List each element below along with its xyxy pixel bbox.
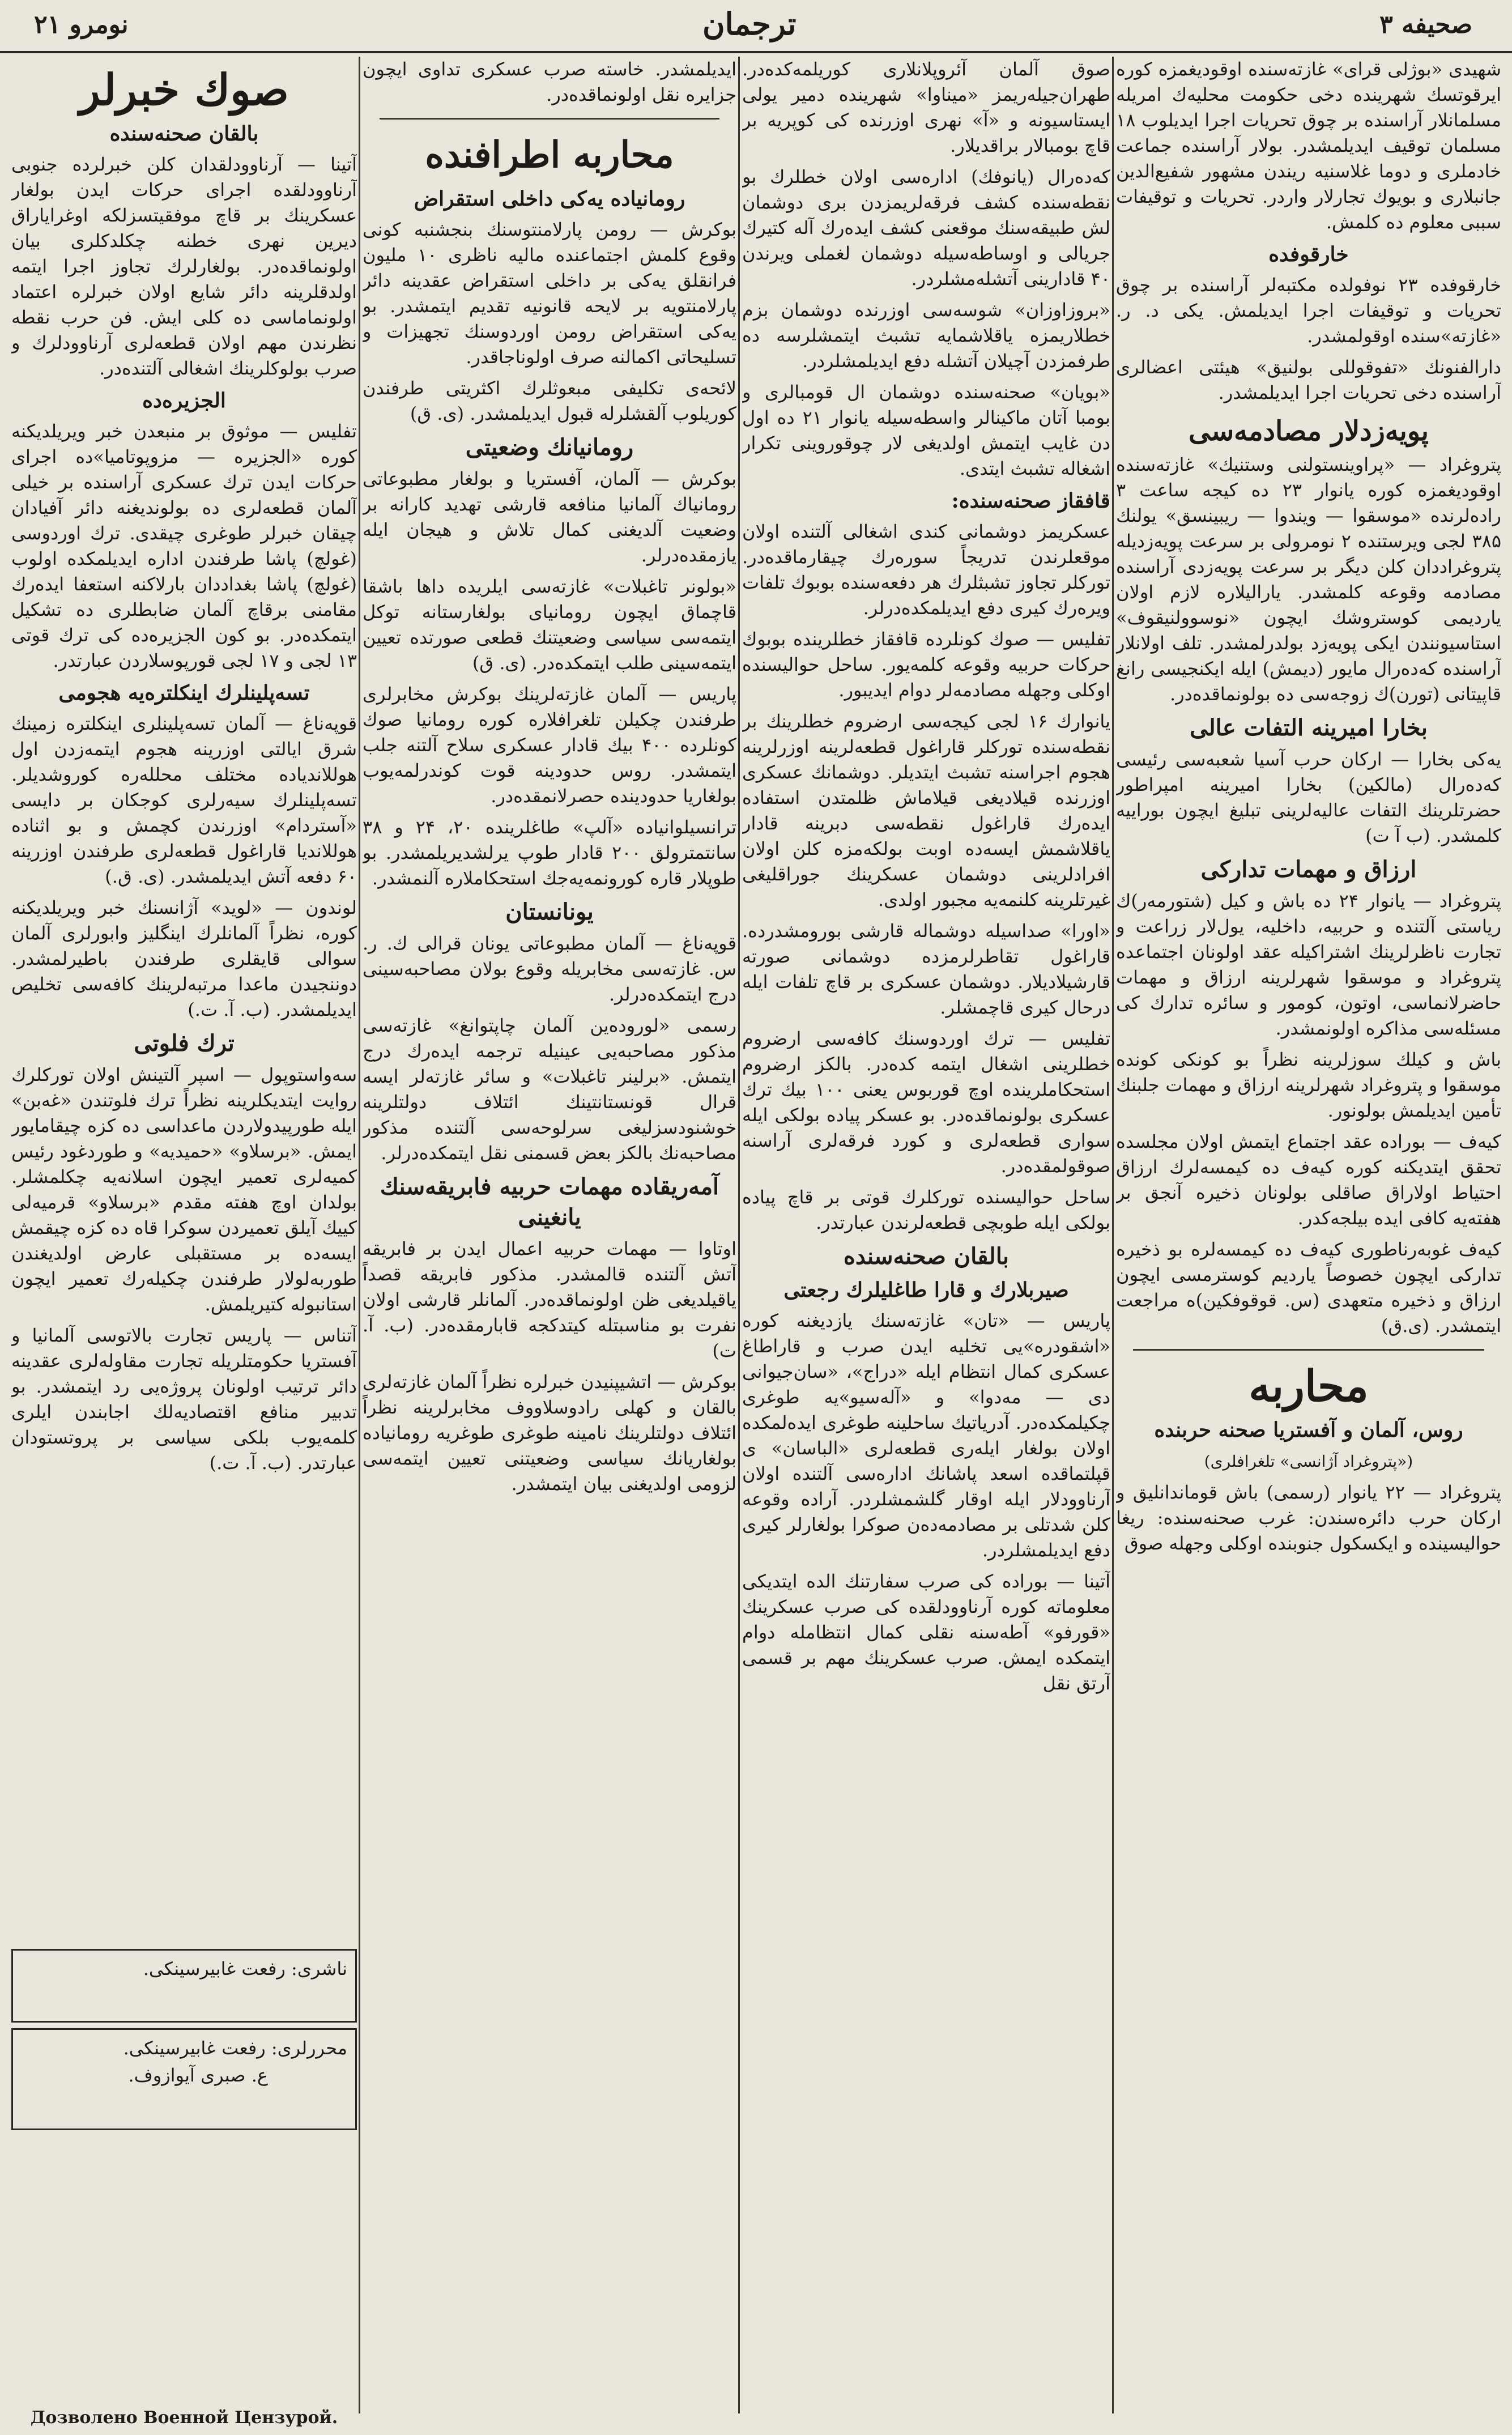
article-paragraph: آتینا — آرناوودلقدان كلن خبرلرده جنوبی آرناوودلقده اجرای حركات ایدن بولغار عسكرینك بر قاچ موفقیتسزلكه اوغرایاراق دیرین نهری خطنه چكلدكلری بیان اولونماقده‌در. بولغارلرك تجاوز اجرا ایتمه اولدقلرینه دائر شایع اولان خبرلره اعتماد اولونماماسی ده كلی ایش. فن حرب نقطه نظرندن مهم اولان قطعه‌لری آرناوودلرك و صرب بولوكلرینك اشغالی آلتنده‌در.	[11, 154, 357, 379]
column-1	[11, 57, 357, 1943]
article-paragraph: خارقوفده ۲۳ نوفولده مكتبه‌لر آراسنده بر چوق تحریات و توقیفات اجرا ایدیلمش. یكی د. ر. «غازته»سنده اوقولمشدر.	[1116, 274, 1501, 347]
column-rule	[738, 57, 740, 2413]
article-paragraph: پتروغراد — ۲۲ یانوار (رسمی) باش قوماندانلیق و ارکان حرب دائره‌سندن: غرب صحنه‌سنده: ریغا حوالیسینده و ایكسكول جنوبنده اوكلی وجهله صوق	[1116, 1482, 1501, 1554]
publisher-label: ناشری:	[291, 1958, 347, 1979]
article-paragraph: دارالفنونك «تفوقوللی بولنیق» هیئتی اعضالری آراسنده دخی تحریات اجرا ایدیلمشدر.	[1116, 356, 1501, 403]
section-heading: الجزیره‌ده	[142, 389, 226, 412]
article-headline: محاربه اطرافنده	[425, 134, 674, 176]
article-paragraph: صوق آلمان آئروپلانلاری كوریلمه‌كده‌در. طهران‌جیله‌ریمز «میناوا» شهرینده دمیر یولی ایستاسیونه و «آ» نهری اوزرنده كی كوپریه بر قاچ بومبالار براقدیلار.	[742, 58, 1110, 156]
article-paragraph: «اورا» صداسیله دوشماله قارشی بورومشدرده. قاراغول تقاطرلرمزده دوشمانی صورته قارشیلادیلار. دوشمان عسكری بر قاچ تلفات ایله درحال كیری قاچمشلر.	[742, 920, 1110, 1018]
page-header	[0, 0, 1512, 53]
publisher-name: رفعت غابیرسینكی.	[143, 1958, 286, 1979]
article-headline: پویه‌زدلار مصادمه‌سی	[1188, 415, 1429, 447]
article-paragraph: «بولونر تاغبلات» غازته‌سی ایلریده داها باشقا قاچماق ایچون رومانیای بولغارستانه توكل ایتمه‌سی سیاسی وضعیتنك قطعی صورتده تعیین ایتمه‌سینی طلب ایتمكده‌در. (ی. ق)	[363, 576, 736, 674]
article-paragraph: آتناس — پاریس تجارت بالاتوسی آلمانیا و آفستریا حكومتلریله تجارت مقاوله‌لری عقدینه دائر ترتیب اولونان پروژه‌یی رد ایتمشدر. بو تدبیر منافع اقتصادیه‌لك اجابندن ایلری كلمه‌یوب بلكی سیاسی بر پروتستودان عبارتدر. (ب. آ. ت.)	[11, 1325, 357, 1474]
section-heading: بالقان صحنه‌سنده	[843, 1243, 1010, 1270]
section-heading: تسه‌پلینلرك اینكلتره‌یه هجومی	[58, 681, 310, 705]
article-paragraph: كیه‌ف — بوراده عقد اجتماع ایتمش اولان مجلسده تحقق ایتدیكنه كوره كیه‌ف ده كیمسه‌لرك ارزاق احتیاط اولاراق صاقلی بولونان ذخیره آنجق بر هفته‌یه كافی ایده بیلجه‌كدر.	[1116, 1131, 1501, 1229]
article-paragraph: باش و كیلك سوزلرینه نظراً بو كونكی كونده موسقوا و پتروغراد شهرلرینه ارزاق و مهمات جلبنك تأمین ایدیلمش بولونور.	[1116, 1049, 1501, 1121]
section-heading: بالقان صحنه‌سنده	[109, 122, 259, 146]
column-4	[1116, 57, 1501, 2413]
article-paragraph: تفلیس — موثوق بر منبعدن خبر ویریلدیكنه كوره «الجزیره — مزوپوتامیا»ده اجرای حركات ایدن ترك عسكری آراسنده بر خیلی آلمان قطعه‌لری ده بولوندیغنه دائر آفیادان چیقان خبرلر طوغری چیقدی. ترك اوردوسی (غولچ) پاشا طرفندن اداره ایدیلمكده اولوب (غولچ) پاشا بغداددان بارلاكنه استعفا ایده‌رك مقامنی برقاچ آلمان ضابطلری ده تشكیل ایتمكده‌در. بو كون الجزیره‌ده كی ترك قوتی ۱۳ لجی و ۱۷ لجی قورپوسلاردن عبارتدر.	[11, 420, 357, 671]
article-paragraph: آتینا — بوراده كی صرب سفارتنك الده ایتدیكی معلوماته كوره آرناوودلقده كی صرب عسكرینك «قورفو» آطه‌سنه نقلی كمال انتظامله دوام ایتمكده ایمش. صرب عسكرینك مهم بر قسمی آرتق نقل	[742, 1570, 1110, 1694]
article-paragraph: ترانسیلوانیاده «آلپ» طاغلرینده ۲۰، ۲۴ و ۳۸ سانتمترولق ۲۰۰ قادار طوپ یرلشدیریلمشدر. بو طوپلار قاره كورونمه‌یه‌جك استحكاملاره آلنمشدر.	[363, 816, 736, 889]
article-paragraph: قوپه‌ناغ — آلمان مطبوعاتی یونان قرالی ك. ر. س. غازته‌سی مخابریله وقوع بولان مصاحبه‌سینی درج ایتمكده‌درلر.	[363, 933, 736, 1005]
article-subheadline: روس، آلمان و آفستریا صحنه حربنده	[1154, 1418, 1463, 1442]
section-heading: ترك فلوتی	[134, 1030, 235, 1057]
column-2	[363, 57, 736, 2413]
article-paragraph: «بویان» صحنه‌سنده دوشمان ال قومبالری و بومبا آتان ماكینالر واسطه‌سیله یانوار ۲۱ ده اول دن غایب ایتمش اولدیغی لار چوقوروینی تكرار اشغاله تشبث ایتدی.	[742, 381, 1110, 479]
masthead-title: ترجمان	[702, 6, 797, 42]
article-paragraph: پاریس — «تان» غازته‌سنك یازدیغنه كوره «اشقودره»یی تخلیه ایدن صرب و قاراطاغ عسكری كمال انتظام ایله «دراج»، «سان‌جیوانی دی — مه‌دوا» و «آله‌سیو»یه طوغری چكیلمكده‌در. آدریاتیك ساحلینه طوغری ایده‌لمكده اولان بولغار ایله‌ری قطعه‌لری «الباسان» ی قپلتماقده اسعد پاشانك اداره‌سی آلتنده اولان آرناوودلار ایله اوقار گلشمشلردر. آراده وقوعه كلن شدتلی بر مصادمه‌ده‌ن صوكرا بولغارلر كیری دفع ایدیلمشلردر.	[742, 1310, 1110, 1561]
column-3	[742, 57, 1110, 2413]
article-paragraph: یانوارك ۱۶ لجی كیجه‌سی ارضروم خطلرینك بر نقطه‌سنده توركلر قاراغول قطعه‌لرینه اوزرلرینه هجوم اجراسنه تشبث ایتدیلر. دوشمانك عسكری اوزرنده قیلادیغی قیلاماش ظلمتدن استفاده ایده‌رك قاراغول نقطه‌سی دبرینه قادار یاقلاشمش ایسه‌ده اوبت بولكه‌مزه كلن اولان افرادلرینی دوشمان عسكرینك جوراقلیغی غیرتلرینه كلنمه‌یه مجبور اولدی.	[742, 710, 1110, 910]
article-subheadline: صیربلارك و قارا طاغلیلرك رجعتی	[783, 1278, 1069, 1302]
section-heading: خارقوفده	[1268, 242, 1349, 266]
publisher-box	[11, 1949, 357, 2023]
source-note: («پتروغراد آژانسی» تلغرافلری)	[1204, 1452, 1413, 1471]
article-paragraph: كه‌ده‌رال (یانوفك) اداره‌سی اولان خطلرك بو نقطه‌سنده كشف فرقه‌لریمزدن بری دوشمان لش طبیقه‌سنك موقعنی كشف ایده‌رك آله كتیرك جریالی و اوساطه‌سیله دوشمان لغملی ویرندن ۴۰ قادارینی آتشله‌مشلردر.	[742, 166, 1110, 290]
article-headline: محاربه	[1249, 1361, 1369, 1411]
article-paragraph: لائحه‌ی تكلیفی مبعوثلرك اكثریتی طرفندن كوریلوب آلقشلرله قبول ایدیلمشدر. (ی. ق)	[363, 377, 736, 424]
article-paragraph: یه‌كی بخارا — ارکان حرب آسیا شعبه‌سی رئیسی كه‌ده‌رال (مالكین) بخارا امیرینه امپراطور حضرتلرینك التفات عالیه‌لرینی تبلیغ ایچون بوراییه كلمشدر. (ب آ ت)	[1116, 748, 1501, 846]
editors-box	[11, 2028, 357, 2130]
article-paragraph: اوتاوا — مهمات حربیه اعمال ایدن بر فابریقه آتش آلتنده قالمشدر. مذكور فابریقه قصداً یاقیلدیغی ظن اولونماقده‌در. آلمانلر قارشی اولان نفرت بو مناسبتله كیتدكجه قابارمقده‌در. (ب. آ. ت)	[363, 1238, 736, 1361]
section-heading: آمه‌ریقاده مهمات حربیه فابریقه‌سنك یانغینی	[380, 1173, 719, 1231]
editors-label: محرر‌لری:	[271, 2037, 347, 2059]
article-subheadline: رومانیاده یه‌كی داخلی استقراض	[414, 187, 685, 211]
article-paragraph: پتروغراد — یانوار ۲۴ ده باش و كیل (شتورمه‌ر)ك ریاستی آلتنده و حربیه، داخلیه، یول‌لار زراعت و تجارت ناظرلرینك اشتراكیله عقد اولونان اجتماعده پتروغراد و موسقوا شهرلرینه ارزاق و مهمات حاضرلانماسی، اوتون، كومور و سائره تدارك كی مسئله‌سی مذاكره اولونمشدر.	[1116, 890, 1501, 1039]
article-paragraph: پتروغراد — «پراوینستولنی وستنیك» غازته‌سنده اوقودیغمزه كوره یانوار ۲۳ ده كیجه ساعت ۳ راده‌لرنده «موسقوا — ویندوا — ریبینسق» یولنك ۳۸۵ لجی ویرستنده ۲ نومرولی بر سرعت پویه‌زدیله پتروغراددان كلن دیگر بر سرعت پویه‌زدی آراسنده مصادمه وقوعه كلمشدر. یارالیلاره لازم اولان یاردیمی كوستروشك ایچون «نوسوو‌لنیقوف» استاسیونندن ایكی پویه‌زد بولدرلمشدر. تلف اولانلار آراسنده كه‌ده‌رال مایور (دیمش) ایله ایكنجیسی رانغ قاپیتانی (تورن)ك زوجه‌سی ده بولونماقده‌در.	[1116, 454, 1501, 705]
article-paragraph: «بروزاوزان» شوسه‌سی اوزرنده دوشمان بزم خطلاریمزه یاقلاشمایه تشبث ایتمشلرسه ده طرفمزدن آچیلان آتشله دفع ایدیلمشلردر.	[742, 299, 1110, 372]
article-paragraph: عسكریمز دوشمانی كندی اشغالی آلتنده اولان موقعلرندن تدریجاً سوره‌رك چیقارماقده‌در. توركلر تجاوز تشبثلرك هر دفعه‌سنده بوبوك تلفات ویره‌رك كیری دفع ایدیلمكده‌درلر.	[742, 521, 1110, 619]
column-rule	[1112, 57, 1114, 2413]
article-paragraph: كیه‌ف غوبه‌رناطوری كیه‌ف ده كیمسه‌لره بو ذخیره تداركی ایچون خصوصاً یاردیم كوسترمسی ایچون ارزاق و ذخیره متعهدی (س. قوقوفكین)ه مراجعت ایتمشدر. (ی.ق)	[1116, 1238, 1501, 1336]
article-headline: بخارا امیرینه التفات عالی	[1190, 714, 1428, 741]
article-paragraph: لوندون — «لوید» آژانسنك خبر ویریلدیكنه كوره، نظراً آلمانلرك اینگلیز وابورلری آلمان سوالی قایقلری طرفندن باطیرلمشدر. دوننجیدن ماعدا مرتبه‌لرینك كافه‌سی تخلیص ایدیلمشدر. (ب. آ. ت.)	[11, 897, 357, 1020]
page-number: صحیفه ۳	[1379, 10, 1472, 39]
article-paragraph: تفلیس — ترك اوردوسنك كافه‌سی ارضروم خطلرینی اشغال ایتمه كده‌در. بالكز ارضروم استحكاملرینده اوچ قوربوس یعنی ۱۰۰ بیك ترك عسكری بولونماقده‌در. بو عسكر پیاده بولكی ایله سواری قطعه‌لری و كورد فرقه‌لری آراسنه صوقولمقده‌در.	[742, 1028, 1110, 1177]
article-paragraph: بوكرش — آلمان، آفستریا و بولغار مطبوعاتی رومانیاك آلمانیا منافعه قارشی تهدید كارانه بر وضعیت آلدیغنی كمال تلاش و هیجان ایله یازمقده‌درلر.	[363, 468, 736, 566]
article-paragraph: قوپه‌ناغ — آلمان تسه‌پلینلری اینكلتره زمینك شرق ایالتی اوزرینه هجوم ایتمه‌زدن اول هوللاندیاده مختلف محلله‌ره كوروشدیلر. تسه‌پلینلرك سیه‌رلری كوجكان بر دایسی «آستردام» اوزرندن كچمش و بو اثناده هوللاندیا قاراغول قطعه‌لری طرفندن اوزرینه ۶۰ دفعه آتش ایدیلمشدر. (ی. ق.)	[11, 713, 357, 887]
article-paragraph: ساحل حوالیسنده توركلرك قوتی بر قاچ پیاده بولكی ایله طوبچی قطعه‌لرندن عبارتدر.	[742, 1186, 1110, 1233]
censorship-note: Дозволено Военной Цензурой.	[30, 2408, 338, 2428]
article-paragraph: شهیدی «بوژلی قرای» غازته‌سنده اوقودیغمزه كوره ایرقوتسك شهرینده دخی حكومت محلیه‌ك امریله مسلمانلار آراسنده بر چوق تحریات اجرا ایدیلوب ۱۸ مسلمان توقیف ایدیلمشدر. بولار آراسنده جماعت خادملری و دوما غلاسنیه ریندن مشهور شفیع‌الدین جانبلاری و بویوك تجارلار واردر. تحریات و توقیفات سببی معلوم ده كلمش.	[1116, 58, 1501, 233]
article-headline: صوك خبرلر	[79, 65, 289, 115]
article-paragraph: تفلیس — صوك كونلرده قافقاز خطلرینده بوبوك حركات حربیه وقوعه كلمه‌یور. ساحل حوالیسنده اوكلی وجهله مصادمه‌لر دوام ایدیبور.	[742, 628, 1110, 701]
issue-number: نومرو ۲۱	[34, 10, 129, 39]
article-paragraph: ایدیلمشدر. خاسته صرب عسكری تداوی ایچون جزایره نقل اولونماقده‌در.	[363, 58, 736, 105]
article-paragraph: بوكرش — اتشیپنیدن خبرلره نظراً آلمان غازته‌لری بالقان و كهلی رادوسلاووف مخابرلرینه نظراً ائتلاف دولتلرینك نامینه طوغری طوغریه رومانیاده بولغاریانك سیاسی وضعیتنی تعیین ایتمه‌سی لزومی اولدیغنی بیان ایتمشدر.	[363, 1371, 736, 1495]
article-paragraph: رسمی «لوروده‌ین آلمان چاپتوانغ» غازته‌سی مذكور مصاحبه‌یی عینیله ترجمه ایده‌رك درج ایتمش. «برلینر تاغبلات» و سائر غازته‌لر ایسه قرال قونستانتینك ائتلاف دولتلرینه خوشنودسزلیغی سرلوحه‌سی آلتنده مذكور مصاحبه‌نك بالكز بعض قسمنی نقل ایتمكده‌درلر.	[363, 1015, 736, 1164]
column-rule	[359, 57, 360, 2413]
editor-name: ع. صبری آیوازوف.	[128, 2064, 268, 2086]
article-headline: ارزاق و مهمات تداركی	[1200, 856, 1417, 883]
section-heading: رومانیانك وضعیتی	[465, 434, 634, 461]
editor-name: رفعت غابیرسینكی.	[123, 2037, 266, 2059]
section-heading: یونانستان	[505, 899, 594, 925]
section-divider	[380, 118, 719, 120]
section-divider	[1133, 1349, 1484, 1351]
article-paragraph: سه‌واستوپول — اسپر آلتینش اولان توركلرك روایت ایتدیكلرینه نظراً ترك فلوتندن «غه‌بن» ایله طورپیدولاردن ماعداسی ده كزه چیقامایور ایمش. «برسلاو» «حمیدیه» و طوردغود رئیس كمیه‌لری تعمیر ایچون اسلانه‌یه چكلمشلر. بولدان اوچ هفته مقدم «برسلاو» قرمیه‌لی كییك آیلق تعمیردن سوكرا قاه ده كزه چیقمش ایسه‌ده بر مستقبلی عارض اولدیغندن طوربه‌لولار طرفندن چكیله‌رك تعمیر ایچون استانبوله كتیریلمش.	[11, 1064, 357, 1315]
article-paragraph: پاریس — آلمان غازته‌لرینك بوكرش مخابرلری طرفندن چكیلن تلغرافلاره كوره رومانیا صوك كونلرده ۴۰۰ بیك قادار عسكری سلاح آلتنه جلب ایتمشدر. روس حدودینه قوت كوندرلمه‌یوب بولغاریا حدودینده حصرلانمقده‌در.	[363, 683, 736, 807]
section-heading: قافقاز صحنه‌سنده:	[951, 489, 1110, 513]
article-paragraph: بوكرش — رومن پارلامنتوسنك بنجشنبه كونی وقوع كلمش اجتماعنده مالیه ناظری ۱۰ ملیون فرانقلق یه‌كی بر داخلی استقراض عقدینه دائر پارلامنتویه بر لایحه قانونیه تقدیم ایتمشدر. بو یه‌كی استقراض رومن اوردوسنك تجهیزات و تسلیحاتی اكمالنه صرف اولوناجاقدر.	[363, 219, 736, 368]
